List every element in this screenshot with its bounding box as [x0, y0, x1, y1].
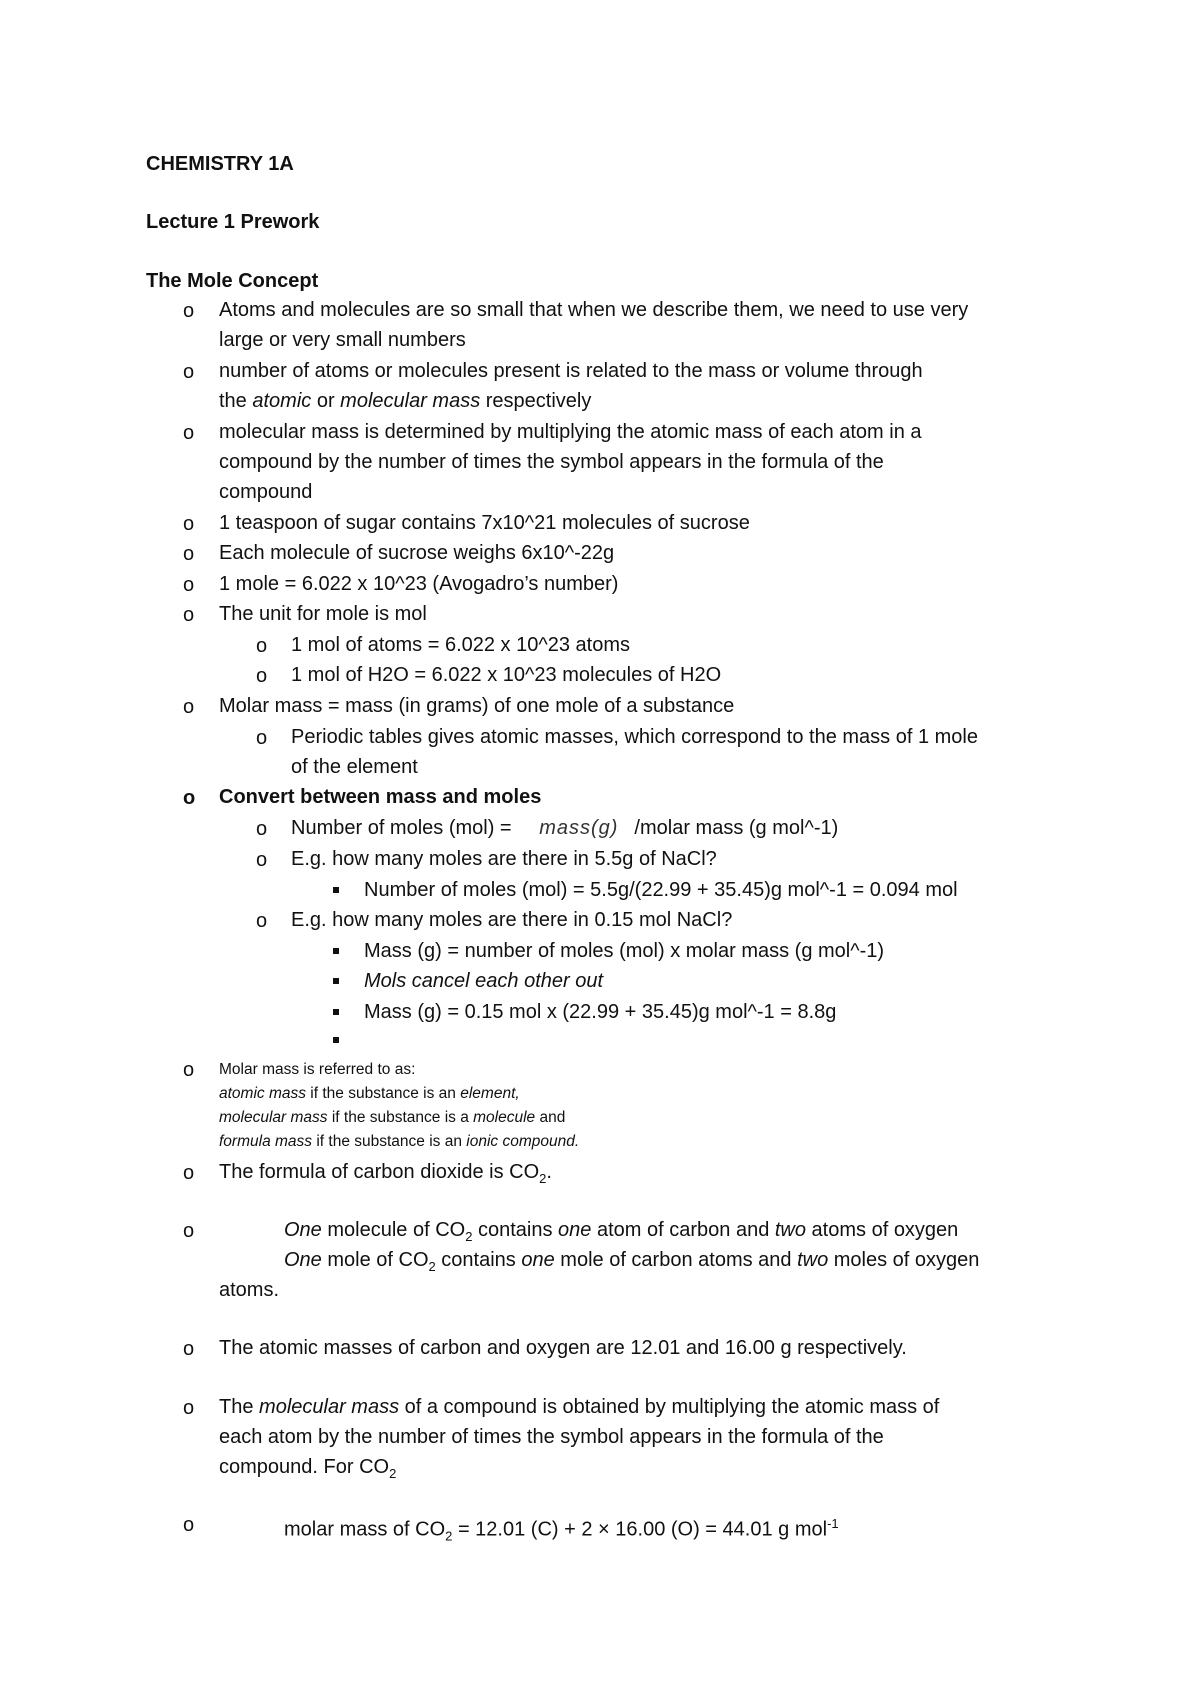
bullet-marker: o [183, 1059, 195, 1081]
list-item: number of atoms or molecules present is related to the mass or volume through [219, 360, 923, 382]
sub-list-item: E.g. how many moles are there in 5.5g of NaCl? [291, 848, 717, 870]
sub-sub-list-item: Mols cancel each other out [364, 970, 604, 992]
sub-list-item: 1 mol of H2O = 6.022 x 10^23 molecules of H2O [291, 664, 722, 686]
bullet-marker: o [256, 665, 268, 687]
list-item-cont: compound by the number of times the symbol appears in the formula of the [219, 451, 884, 473]
bullet-marker: o [183, 1397, 195, 1419]
list-item: The unit for mole is mol [219, 603, 427, 625]
bullet-marker: o [183, 696, 195, 718]
sub-sub-list-item: Mass (g) = 0.15 mol x (22.99 + 35.45)g mol^-1 = 8.8g [364, 1001, 837, 1023]
lecture-title: Lecture 1 Prework [146, 211, 320, 233]
bullet-marker: o [183, 543, 195, 565]
sub-list-item: Periodic tables gives atomic masses, which correspond to the mass of 1 mole [291, 726, 978, 748]
bullet-marker: o [256, 818, 268, 840]
bullet-marker: o [183, 574, 195, 596]
bullet-marker: o [183, 422, 195, 444]
bullet-marker: o [183, 787, 196, 809]
sub-list-item: 1 mol of atoms = 6.022 x 10^23 atoms [291, 634, 631, 656]
list-item: 1 mole = 6.022 x 10^23 (Avogadro’s number) [219, 573, 619, 595]
list-item-cont: atoms. [219, 1279, 280, 1301]
list-item: Molar mass = mass (in grams) of one mole of a substance [219, 695, 735, 717]
list-item: molecular mass is determined by multiplying the atomic mass of each atom in a [219, 421, 922, 443]
list-item-cont: the atomic or molecular mass respectively [219, 390, 592, 412]
list-item: Each molecule of sucrose weighs 6x10^-22g [219, 542, 615, 564]
list-item: One molecule of $CO_2$ contains one atom of carbon and two atoms of oxygen [284, 1219, 959, 1244]
list-item-cont: each atom by the number of times the symbol appears in the formula of the [219, 1426, 884, 1448]
section-title: The Mole Concept [146, 270, 319, 292]
sub-list-item: E.g. how many moles are there in 0.15 mol NaCl? [291, 909, 733, 931]
bullet-marker: o [183, 1220, 195, 1242]
bullet-marker: o [183, 1162, 195, 1184]
bullet-marker: o [256, 727, 268, 749]
note-line: atomic mass if the substance is an element, [219, 1085, 520, 1102]
sub-sub-list-item: Mass (g) = number of moles (mol) x molar mass (g mol^-1) [364, 940, 885, 962]
bullet-marker: o [256, 849, 268, 871]
bullet-marker: o [183, 361, 195, 383]
bullet-marker: o [256, 635, 268, 657]
bullet-marker: o [183, 604, 195, 626]
sub-sub-list-item: Number of moles (mol) = 5.5g/(22.99 + 35.45)g mol^-1 = 0.094 mol [364, 879, 958, 901]
list-item: Atoms and molecules are so small that when we describe them, we need to use very [219, 299, 969, 321]
calculation-line: molar mass of $CO_2 = 12.01$ (C) + 2 × 16.00 (O) = 44.01 g mol$^{-1}$ [284, 1516, 839, 1544]
square-bullet-icon [333, 1037, 339, 1043]
bullet-marker: o [183, 1338, 195, 1360]
square-bullet-icon [333, 948, 339, 954]
list-item-cont: large or very small numbers [219, 329, 466, 351]
square-bullet-icon [333, 887, 339, 893]
list-item-cont: One mole of $CO_2$ contains one mole of carbon atoms and two moles of oxygen [284, 1249, 980, 1274]
bullet-marker: o [256, 910, 268, 932]
list-item-cont: compound [219, 481, 313, 503]
list-item: The molecular mass of a compound is obtained by multiplying the atomic mass of [219, 1396, 940, 1418]
course-title: CHEMISTRY 1A [146, 153, 294, 175]
list-item: The atomic masses of carbon and oxygen are 12.01 and 16.00 g respectively. [219, 1337, 907, 1359]
list-item: The formula of carbon dioxide is $CO_2$. [219, 1161, 552, 1186]
note-line: formula mass if the substance is an ionic compound. [219, 1133, 580, 1150]
note-line: Molar mass is referred to as: [219, 1061, 416, 1078]
note-line: molecular mass if the substance is a molecule and [219, 1109, 566, 1126]
list-item: 1 teaspoon of sugar contains 7x10^21 molecules of sucrose [219, 512, 750, 534]
list-item-cont: compound. For $CO_2$ [219, 1456, 397, 1481]
sub-list-item-cont: of the element [291, 756, 418, 778]
square-bullet-icon [333, 1009, 339, 1015]
bullet-marker: o [183, 1514, 195, 1536]
list-item-heading: Convert between mass and moles [219, 786, 542, 808]
bullet-marker: o [183, 513, 195, 535]
square-bullet-icon [333, 978, 339, 984]
sub-list-item: Number of moles (mol) = mass(g) /molar mass (g mol^-1) [291, 817, 839, 839]
mass-fraction: mass(g) [539, 817, 619, 839]
bullet-marker: o [183, 300, 195, 322]
